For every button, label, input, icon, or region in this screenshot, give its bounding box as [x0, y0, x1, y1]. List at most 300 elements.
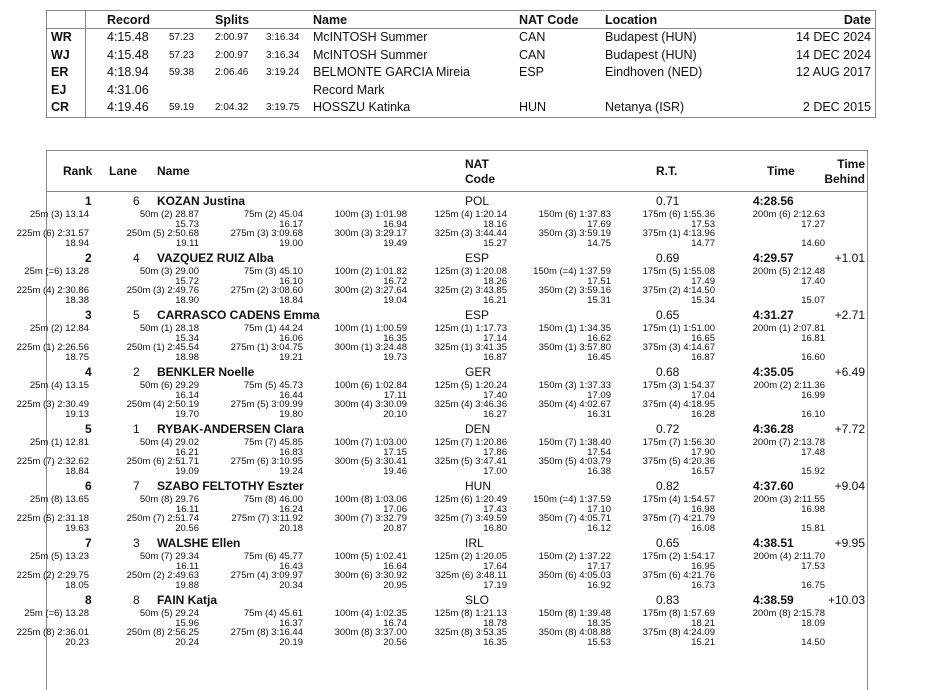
split-cumulative: 225m (1) 2:26.56: [16, 342, 89, 353]
split-lap: 14.60: [801, 237, 825, 249]
split-cumulative: 100m (4) 1:02.35: [334, 608, 407, 619]
split-lap: 20.56: [175, 522, 199, 534]
split-cell: [335, 343, 407, 362]
result-nat: ESP: [465, 308, 490, 322]
split-lap: 16.75: [801, 579, 825, 591]
split-lap: 15.96: [175, 617, 199, 629]
split-cell: [435, 495, 507, 514]
split-cell: [539, 381, 611, 400]
split-cell: [17, 571, 89, 590]
result-rank: 2: [85, 251, 92, 265]
split-cumulative: 150m (=4) 1:37.59: [533, 266, 611, 277]
split-cell: [435, 457, 507, 476]
result-name: BENKLER Noelle: [157, 365, 255, 379]
split-lap: 18.90: [175, 294, 199, 306]
split-lap: 15.73: [175, 218, 199, 230]
record-location: Netanya (ISR): [605, 100, 685, 115]
result-lane: 8: [133, 593, 140, 607]
record-time: 4:31.06: [107, 82, 149, 97]
split-cell: [127, 571, 199, 590]
split-cumulative: 250m (4) 2:50.19: [126, 399, 199, 410]
split-cell: [17, 229, 89, 248]
result-time: 4:38.51: [753, 536, 794, 550]
result-rank: 6: [85, 479, 92, 493]
split-lap: 16.35: [483, 636, 507, 648]
records-header-nat: NAT Code: [519, 13, 579, 27]
result-time: 4:31.27: [753, 308, 794, 322]
split-cell: [30, 438, 89, 448]
split-lap: 16.17: [279, 218, 303, 230]
split-lap: 17.51: [587, 275, 611, 287]
split-cumulative: 150m (=4) 1:37.59: [533, 494, 611, 505]
split-cumulative: 225m (6) 2:31.57: [16, 228, 89, 239]
result-time-behind: +7.72: [834, 422, 865, 436]
split-lap: 18.84: [279, 294, 303, 306]
split-lap: 16.83: [279, 446, 303, 458]
results-header-time: Time: [767, 164, 795, 178]
split-cumulative: 325m (6) 3:48.11: [435, 570, 507, 581]
split-cell: [753, 552, 825, 571]
split-cell: [435, 381, 507, 400]
result-rank: 5: [85, 422, 92, 436]
split-cumulative: 125m (3) 1:20.08: [434, 266, 507, 277]
split-cumulative: 200m (7) 2:13.78: [752, 437, 825, 448]
records-header-date: Date: [843, 13, 871, 27]
split-lap: 16.80: [483, 522, 507, 534]
split-cell: [17, 628, 89, 647]
split-lap: 16.65: [691, 332, 715, 344]
split-cell: [140, 495, 199, 514]
split-cumulative: 375m (2) 4:14.50: [642, 285, 715, 296]
result-lane: 5: [133, 308, 140, 322]
split-cell: [140, 324, 199, 343]
record-name: McINTOSH Summer: [313, 47, 428, 62]
results-header-nat: NAT: [465, 157, 489, 171]
split-cell: [335, 324, 407, 343]
result-rt: 0.68: [656, 365, 680, 379]
split-cumulative: 250m (3) 2:49.76: [126, 285, 199, 296]
result-rt: 0.65: [656, 536, 680, 550]
split-cell: [231, 571, 303, 590]
split-lap: 15.92: [801, 465, 825, 477]
split-lap: 17.90: [691, 446, 715, 458]
split-cell: [127, 457, 199, 476]
record-nat: ESP: [519, 65, 545, 80]
split-lap: 16.31: [587, 408, 611, 420]
split-cumulative: 25m (4) 13.15: [29, 380, 89, 391]
split-lap: 17.64: [483, 560, 507, 572]
split-lap: 17.15: [383, 446, 407, 458]
split-cell: [539, 571, 611, 590]
split-cell: [435, 267, 507, 286]
result-time: 4:35.05: [753, 365, 794, 379]
records-divider-horizontal: [47, 28, 875, 29]
split-cell: [435, 628, 507, 647]
split-cumulative: 350m (3) 3:59.19: [538, 228, 611, 239]
split-cumulative: 125m (7) 1:20.86: [434, 437, 507, 448]
split-cumulative: 375m (4) 4:18.95: [642, 399, 715, 410]
split-lap: 17.53: [691, 218, 715, 230]
split-cumulative: 350m (5) 4:03.79: [538, 456, 611, 467]
split-cumulative: 25m (1) 12.81: [29, 437, 89, 448]
split-lap: 18.09: [801, 617, 825, 629]
split-cumulative: 300m (7) 3:32.79: [334, 513, 407, 524]
split-cumulative: 150m (6) 1:37.83: [538, 209, 611, 220]
split-cell: [127, 229, 199, 248]
split-lap: 18.21: [691, 617, 715, 629]
split-lap: 16.95: [691, 560, 715, 572]
split-cumulative: 200m (8) 2:15.78: [752, 608, 825, 619]
split-lap: 17.86: [483, 446, 507, 458]
split-cell: [435, 438, 507, 457]
result-rt: 0.72: [656, 422, 680, 436]
split-cumulative: 25m (3) 13.14: [29, 209, 89, 220]
split-cell: [335, 609, 407, 628]
split-cumulative: 225m (7) 2:32.62: [16, 456, 89, 467]
split-cell: [753, 381, 825, 400]
split-cell: [140, 210, 199, 229]
split-lap: 16.27: [483, 408, 507, 420]
split-cell: [244, 267, 303, 286]
result-name: WALSHE Ellen: [157, 536, 241, 550]
record-name: Record Mark: [313, 82, 385, 97]
result-lane: 2: [133, 365, 140, 379]
split-lap: 19.21: [279, 351, 303, 363]
split-lap: 17.27: [801, 218, 825, 230]
split-cell: [643, 324, 715, 343]
result-lane: 7: [133, 479, 140, 493]
split-cell: [244, 381, 303, 400]
split-cell: [801, 229, 825, 248]
split-cumulative: 325m (4) 3:46.36: [434, 399, 507, 410]
split-cell: [435, 343, 507, 362]
results-header-time-behind-2: Behind: [824, 172, 865, 186]
result-time-behind: +9.95: [834, 536, 865, 550]
split-lap: 16.98: [801, 503, 825, 515]
split-cell: [17, 514, 89, 533]
split-cumulative: 150m (7) 1:38.40: [538, 437, 611, 448]
split-cell: [231, 286, 303, 305]
split-cumulative: 25m (2) 12.84: [29, 323, 89, 334]
split-cell: [244, 324, 303, 343]
split-cell: [643, 552, 715, 571]
result-time: 4:38.59: [753, 593, 794, 607]
result-nat: GER: [465, 365, 492, 379]
split-cell: [643, 628, 715, 647]
result-lane: 6: [133, 194, 140, 208]
split-lap: 16.10: [801, 408, 825, 420]
record-nat: HUN: [519, 100, 547, 115]
split-lap: 16.87: [691, 351, 715, 363]
split-cell: [539, 628, 611, 647]
split-cumulative: 100m (2) 1:01.82: [334, 266, 407, 277]
split-cell: [801, 457, 825, 476]
split-cell: [30, 552, 89, 562]
split-lap: 15.81: [801, 522, 825, 534]
result-time-behind: +9.04: [834, 479, 865, 493]
split-lap: 17.04: [691, 389, 715, 401]
split-lap: 16.57: [691, 465, 715, 477]
split-lap: 17.19: [483, 579, 507, 591]
split-cumulative: 50m (5) 29.24: [139, 608, 199, 619]
result-rank: 7: [85, 536, 92, 550]
split-lap: 18.16: [483, 218, 507, 230]
split-lap: 18.35: [587, 617, 611, 629]
split-cumulative: 350m (2) 3:59.16: [538, 285, 611, 296]
record-code: EJ: [51, 82, 67, 97]
split-cumulative: 100m (1) 1:00.59: [334, 323, 407, 334]
results-header-rank: Rank: [63, 164, 93, 178]
split-lap: 18.38: [65, 294, 89, 306]
record-split-200: 2:00.97: [215, 32, 249, 43]
split-cumulative: 225m (8) 2:36.01: [16, 627, 89, 638]
split-cell: [435, 552, 507, 571]
split-cumulative: 50m (6) 29.29: [139, 380, 199, 391]
split-lap: 20.24: [175, 636, 199, 648]
result-time: 4:28.56: [753, 194, 794, 208]
record-date: 14 DEC 2024: [795, 30, 871, 44]
results-header-name: Name: [157, 164, 190, 178]
split-lap: 16.12: [587, 522, 611, 534]
split-cumulative: 300m (8) 3:37.00: [334, 627, 407, 638]
split-cumulative: 275m (7) 3:11.92: [231, 513, 303, 524]
split-lap: 16.81: [801, 332, 825, 344]
split-cumulative: 350m (6) 4:05.03: [538, 570, 611, 581]
split-cell: [539, 609, 611, 628]
split-lap: 18.94: [65, 237, 89, 249]
split-cumulative: 325m (7) 3:49.59: [434, 513, 507, 524]
split-cell: [643, 229, 715, 248]
split-cumulative: 250m (7) 2:51.74: [126, 513, 199, 524]
split-cumulative: 250m (8) 2:56.25: [126, 627, 199, 638]
split-cell: [643, 343, 715, 362]
split-cumulative: 50m (2) 28.87: [139, 209, 199, 220]
result-time: 4:37.60: [753, 479, 794, 493]
split-cumulative: 275m (4) 3:09.97: [230, 570, 303, 581]
split-cell: [435, 571, 507, 590]
split-cumulative: 325m (1) 3:41.35: [434, 342, 507, 353]
split-cell: [335, 514, 407, 533]
split-lap: 20.18: [279, 522, 303, 534]
split-cumulative: 325m (5) 3:47.41: [434, 456, 507, 467]
split-cumulative: 175m (7) 1:56.30: [642, 437, 715, 448]
split-lap: 19.00: [279, 237, 303, 249]
result-time-behind: +2.71: [834, 308, 865, 322]
split-cell: [140, 381, 199, 400]
split-lap: 17.53: [801, 560, 825, 572]
record-nat: CAN: [519, 30, 546, 44]
split-cell: [643, 286, 715, 305]
split-cumulative: 25m (=6) 13.28: [24, 608, 89, 619]
split-cumulative: 350m (8) 4:08.88: [538, 627, 611, 638]
split-cumulative: 100m (3) 1:01.98: [334, 209, 407, 220]
split-lap: 16.10: [279, 275, 303, 287]
split-lap: 15.31: [587, 294, 611, 306]
split-cell: [435, 210, 507, 229]
split-cell: [17, 286, 89, 305]
split-lap: 19.49: [383, 237, 407, 249]
record-split-300: 3:16.34: [266, 32, 300, 43]
results-header-rt: R.T.: [656, 164, 678, 178]
split-lap: 19.46: [383, 465, 407, 477]
split-lap: 16.21: [483, 294, 507, 306]
split-cell: [435, 324, 507, 343]
split-cell: [140, 552, 199, 571]
split-lap: 19.73: [383, 351, 407, 363]
split-lap: 19.11: [175, 237, 199, 249]
record-split-200: 2:06.46: [215, 67, 249, 79]
split-cumulative: 250m (6) 2:51.71: [126, 456, 199, 467]
split-cumulative: 75m (3) 45.10: [243, 266, 303, 277]
result-rank: 4: [85, 365, 92, 379]
split-lap: 18.05: [65, 579, 89, 591]
split-cell: [17, 457, 89, 476]
split-cumulative: 200m (1) 2:07.81: [752, 323, 825, 334]
split-lap: 17.09: [587, 389, 611, 401]
split-cell: [753, 495, 825, 514]
record-code: CR: [51, 100, 70, 115]
split-lap: 16.11: [175, 560, 199, 572]
result-nat: POL: [465, 194, 490, 208]
split-lap: 17.48: [801, 446, 825, 458]
records-divider-vertical: [85, 11, 86, 117]
split-lap: 15.72: [175, 275, 199, 287]
split-lap: 16.21: [175, 446, 199, 458]
split-cell: [231, 400, 303, 419]
split-cell: [643, 457, 715, 476]
split-lap: 19.70: [175, 408, 199, 420]
record-split-200: 2:04.32: [215, 102, 249, 114]
split-cell: [533, 495, 611, 514]
split-cell: [539, 343, 611, 362]
result-rank: 1: [85, 194, 92, 208]
split-cumulative: 175m (1) 1:51.00: [642, 323, 715, 334]
split-cumulative: 300m (4) 3:30.09: [334, 399, 407, 410]
split-cumulative: 50m (4) 29.02: [139, 437, 199, 448]
split-lap: 14.50: [801, 636, 825, 648]
split-lap: 15.34: [691, 294, 715, 306]
split-lap: 16.94: [383, 218, 407, 230]
result-nat: SLO: [465, 593, 490, 607]
split-cell: [140, 438, 199, 457]
split-lap: 20.19: [279, 636, 303, 648]
split-cell: [801, 286, 825, 305]
record-location: Budapest (HUN): [605, 30, 697, 44]
split-lap: 16.73: [691, 579, 715, 591]
split-cumulative: 175m (3) 1:54.37: [642, 380, 715, 391]
split-cell: [801, 514, 825, 533]
split-cumulative: 375m (6) 4:21.76: [642, 570, 715, 581]
record-split-50: 57.23: [169, 32, 195, 43]
split-lap: 18.26: [483, 275, 507, 287]
records-header-record: Record: [107, 13, 151, 27]
split-lap: 16.14: [175, 389, 199, 401]
split-lap: 17.14: [483, 332, 507, 344]
split-lap: 14.77: [691, 237, 715, 249]
result-name: KOZAN Justina: [157, 194, 246, 208]
split-cell: [801, 400, 825, 419]
result-name: VAZQUEZ RUIZ Alba: [157, 251, 274, 265]
split-cumulative: 275m (5) 3:09.99: [230, 399, 303, 410]
records-header-splits: Splits: [215, 13, 250, 27]
result-lane: 1: [133, 422, 140, 436]
result-nat: ESP: [465, 251, 490, 265]
record-split-300: 3:19.24: [266, 67, 300, 79]
record-location: Budapest (HUN): [605, 47, 697, 62]
split-lap: 16.28: [691, 408, 715, 420]
result-time-behind: +6.49: [834, 365, 865, 379]
split-lap: 20.95: [383, 579, 407, 591]
split-cumulative: 150m (2) 1:37.22: [538, 551, 611, 562]
split-lap: 20.56: [383, 636, 407, 648]
split-cell: [24, 267, 89, 277]
records-header-name: Name: [313, 13, 348, 27]
split-lap: 16.60: [801, 351, 825, 363]
split-cell: [539, 457, 611, 476]
split-lap: 18.78: [483, 617, 507, 629]
split-lap: 17.00: [483, 465, 507, 477]
result-rank: 8: [85, 593, 92, 607]
split-lap: 19.63: [65, 522, 89, 534]
split-lap: 16.37: [279, 617, 303, 629]
split-cell: [244, 552, 303, 571]
split-cumulative: 75m (5) 45.73: [243, 380, 303, 391]
split-lap: 16.98: [691, 503, 715, 515]
split-cumulative: 200m (5) 2:12.48: [752, 266, 825, 277]
split-cell: [539, 438, 611, 457]
split-cell: [127, 343, 199, 362]
split-cell: [643, 210, 715, 229]
split-cumulative: 200m (6) 2:12.63: [752, 209, 825, 220]
result-name: FAIN Katja: [157, 593, 218, 607]
split-lap: 19.24: [279, 465, 303, 477]
split-cumulative: 350m (1) 3:57.80: [538, 342, 611, 353]
split-cumulative: 375m (1) 4:13.96: [642, 228, 715, 239]
split-cell: [753, 438, 825, 457]
result-nat: HUN: [465, 479, 491, 493]
split-lap: 15.27: [483, 237, 507, 249]
split-lap: 16.64: [383, 560, 407, 572]
split-lap: 17.11: [383, 389, 407, 401]
split-cell: [127, 400, 199, 419]
split-lap: 17.17: [587, 560, 611, 572]
split-cumulative: 125m (8) 1:21.13: [434, 608, 507, 619]
split-cumulative: 225m (4) 2:30.86: [16, 285, 89, 296]
record-time: 4:15.48: [107, 30, 149, 44]
split-cumulative: 125m (1) 1:17.73: [434, 323, 507, 334]
split-cumulative: 200m (4) 2:11.70: [753, 551, 825, 562]
split-cumulative: 325m (3) 3:44.44: [434, 228, 507, 239]
results-table: [16, 150, 868, 690]
split-lap: 20.87: [383, 522, 407, 534]
split-cell: [539, 552, 611, 571]
result-nat: DEN: [465, 422, 491, 436]
split-cell: [335, 286, 407, 305]
split-lap: 16.35: [383, 332, 407, 344]
split-cumulative: 300m (3) 3:29.17: [334, 228, 407, 239]
split-cell: [231, 457, 303, 476]
result-rt: 0.83: [656, 593, 680, 607]
split-cell: [643, 381, 715, 400]
split-cumulative: 250m (1) 2:45.54: [126, 342, 199, 353]
split-cell: [231, 343, 303, 362]
split-cell: [539, 400, 611, 419]
split-cell: [335, 210, 407, 229]
split-lap: 15.21: [691, 636, 715, 648]
split-lap: 16.06: [279, 332, 303, 344]
split-cell: [801, 343, 825, 362]
split-cumulative: 275m (2) 3:08.60: [230, 285, 303, 296]
